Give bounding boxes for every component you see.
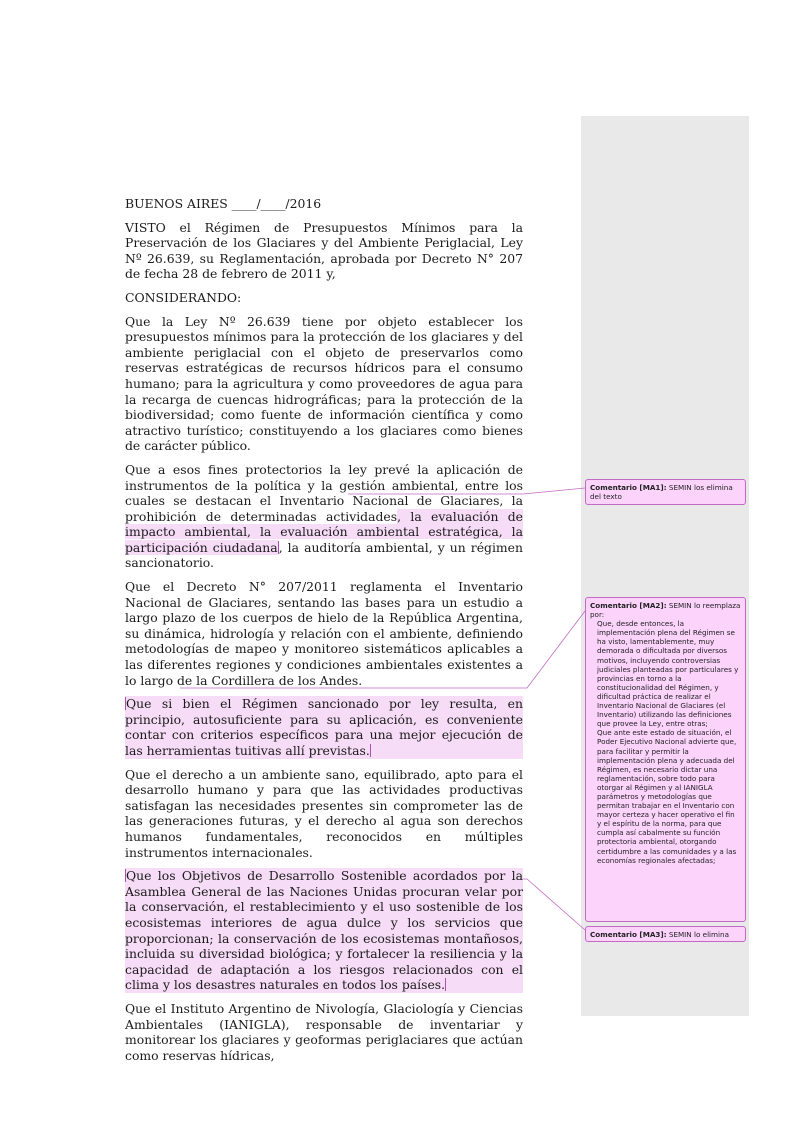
paragraph-ley-objeto: Que la Ley Nº 26.639 tiene por objeto establecer los presupuestos mínimos para la protección de los glaciares y del ambiente periglacial con el objeto de preservarlos como reservas estratégicas de recursos hídricos para el consumo humano; para la agricultura y como proveedores de agua para la recarga de cuencas hidrográficas; para la protección de la biodiversidad; como fuente de información científica y como atractivo turístico; constituyendo a los glaciares como bienes de carácter público. [125,313,523,454]
highlight-ma1[interactable]: , la evaluación de impacto ambiental, la evaluación ambiental estratégica, la participación ciudadana [125,508,523,555]
comment-ma1-label: Comentario [MA1]: [590,483,667,492]
paragraph-ods: Que los Objetivos de Desarrollo Sostenible acordados por la Asamblea General de las Naciones Unidas procuran velar por la conservación, el restablecimiento y el uso sostenible de los ecosistemas interiores de agua dulce y los servicios que proporcionan; la conservación de los ecosistemas montañosos, incluida su diversidad biológica; y fortalecer la resiliencia y la capacidad de adaptación a los riesgos relacionados con el clima y los desastres naturales en todos los países. [125,868,523,993]
comment-anchor-ma2-end [370,744,371,757]
highlight-ma2[interactable] [125,696,523,758]
comment-ma2-body-2: Que ante este estado de situación, el Poder Ejecutivo Nacional advierte que, para facilitar y permitir la implementación plena y adecuada del Régimen, es necesario dictar una reglamentación, sobre todo para otorgar al Régimen y al IANIGLA parámetros y metodologías que permitan trabajar en el Inventario con mayor certeza y hacer operativo el fin y el espíritu de la norma, para que cumpla así cabalmente su función protectoria ambiental, otorgando certidumbre a las comunidades y a las economías regionales afectadas; [597,728,737,865]
comment-anchor-ma3-end [445,978,446,991]
comment-ma1[interactable] [585,479,746,505]
paragraph-instrumentos-start: Que a esos fines protectorios la ley prevé la aplicación de instrumentos de la política y la gestión ambiental, entre los cuales se destacan el Inventario Nacional de Glaciares, la prohibición de determinadas actividades [125,461,523,524]
paragraph-derecho-ambiente: Que el derecho a un ambiente sano, equilibrado, apto para el desarrollo humano y para que las actividades productivas satisfagan las necesidades presentes sin comprometer las de las generaciones futuras, y el derecho al agua son derechos humanos fundamentales, reconocidos en múltiples instrumentos internacionales. [125,766,523,860]
paragraph-instrumentos [125,462,523,571]
paragraph-decreto: Que el Decreto N° 207/2011 reglamenta el Inventario Nacional de Glaciares, sentando las bases para un estudio a largo plazo de los cuerpos de hielo de la República Argentina, su dinámica, hidrología y relación con el ambiente, definiendo metodologías de mapeo y monitoreo sistemáticos aplicables a las diferentes regiones y condiciones ambientales existentes a lo largo de la Cordillera de los Andes. [125,579,523,688]
paragraph-instrumentos-end: , la auditoría ambiental, y un régimen sancionatorio. [125,539,523,571]
paragraph-ianigla: Que el Instituto Argentino de Nivología, Glaciología y Ciencias Ambientales (IANIGLA), responsable de inventariar y monitorear los glaciares y geoformas periglaciares que actúan como reservas hídricas, [125,1000,523,1063]
comment-ma3-text: SEMIN lo elimina [666,930,730,939]
comment-ma3[interactable] [585,926,746,942]
comment-ma1-text: SEMIN los elimina del texto [590,483,733,502]
paragraph-regimen: Que si bien el Régimen sancionado por ley resulta, en principio, autosuficiente para su aplicación, es conveniente contar con criterios específicos para una mejor ejecución de las herramientas tuitivas allí previstas. [125,696,523,758]
date-line: BUENOS AIRES ____/____/2016 [125,196,322,211]
comment-ma2-text: SEMIN lo reemplaza por: [590,601,741,620]
visto-paragraph: VISTO el Régimen de Presupuestos Mínimos para la Preservación de los Glaciares y del Ambiente Periglacial, Ley Nº 26.639, su Reglamentación, aprobada por Decreto N° 207 de fecha 28 de febrero de 2011 y, [125,219,523,282]
comment-ma3-label: Comentario [MA3]: [590,930,667,939]
document-body [125,196,523,1071]
comment-ma2-label: Comentario [MA2]: [590,601,667,610]
comment-ma2[interactable] [585,597,746,922]
highlight-ma3[interactable] [125,868,523,993]
comment-ma2-body-1: Que, desde entonces, la implementación plena del Régimen se ha visto, lamentablemente, muy demorada o dificultada por diversos motivos, incluyendo controversias judiciales planteadas por particulares y provincias en torno a la constitucionalidad del Régimen, y dificultad práctica de realizar el Inventario Nacional de Glaciares (el Inventario) utilizando las definiciones que provee la Ley, entre otras; [597,619,739,729]
considerando-heading: CONSIDERANDO: [125,289,242,305]
